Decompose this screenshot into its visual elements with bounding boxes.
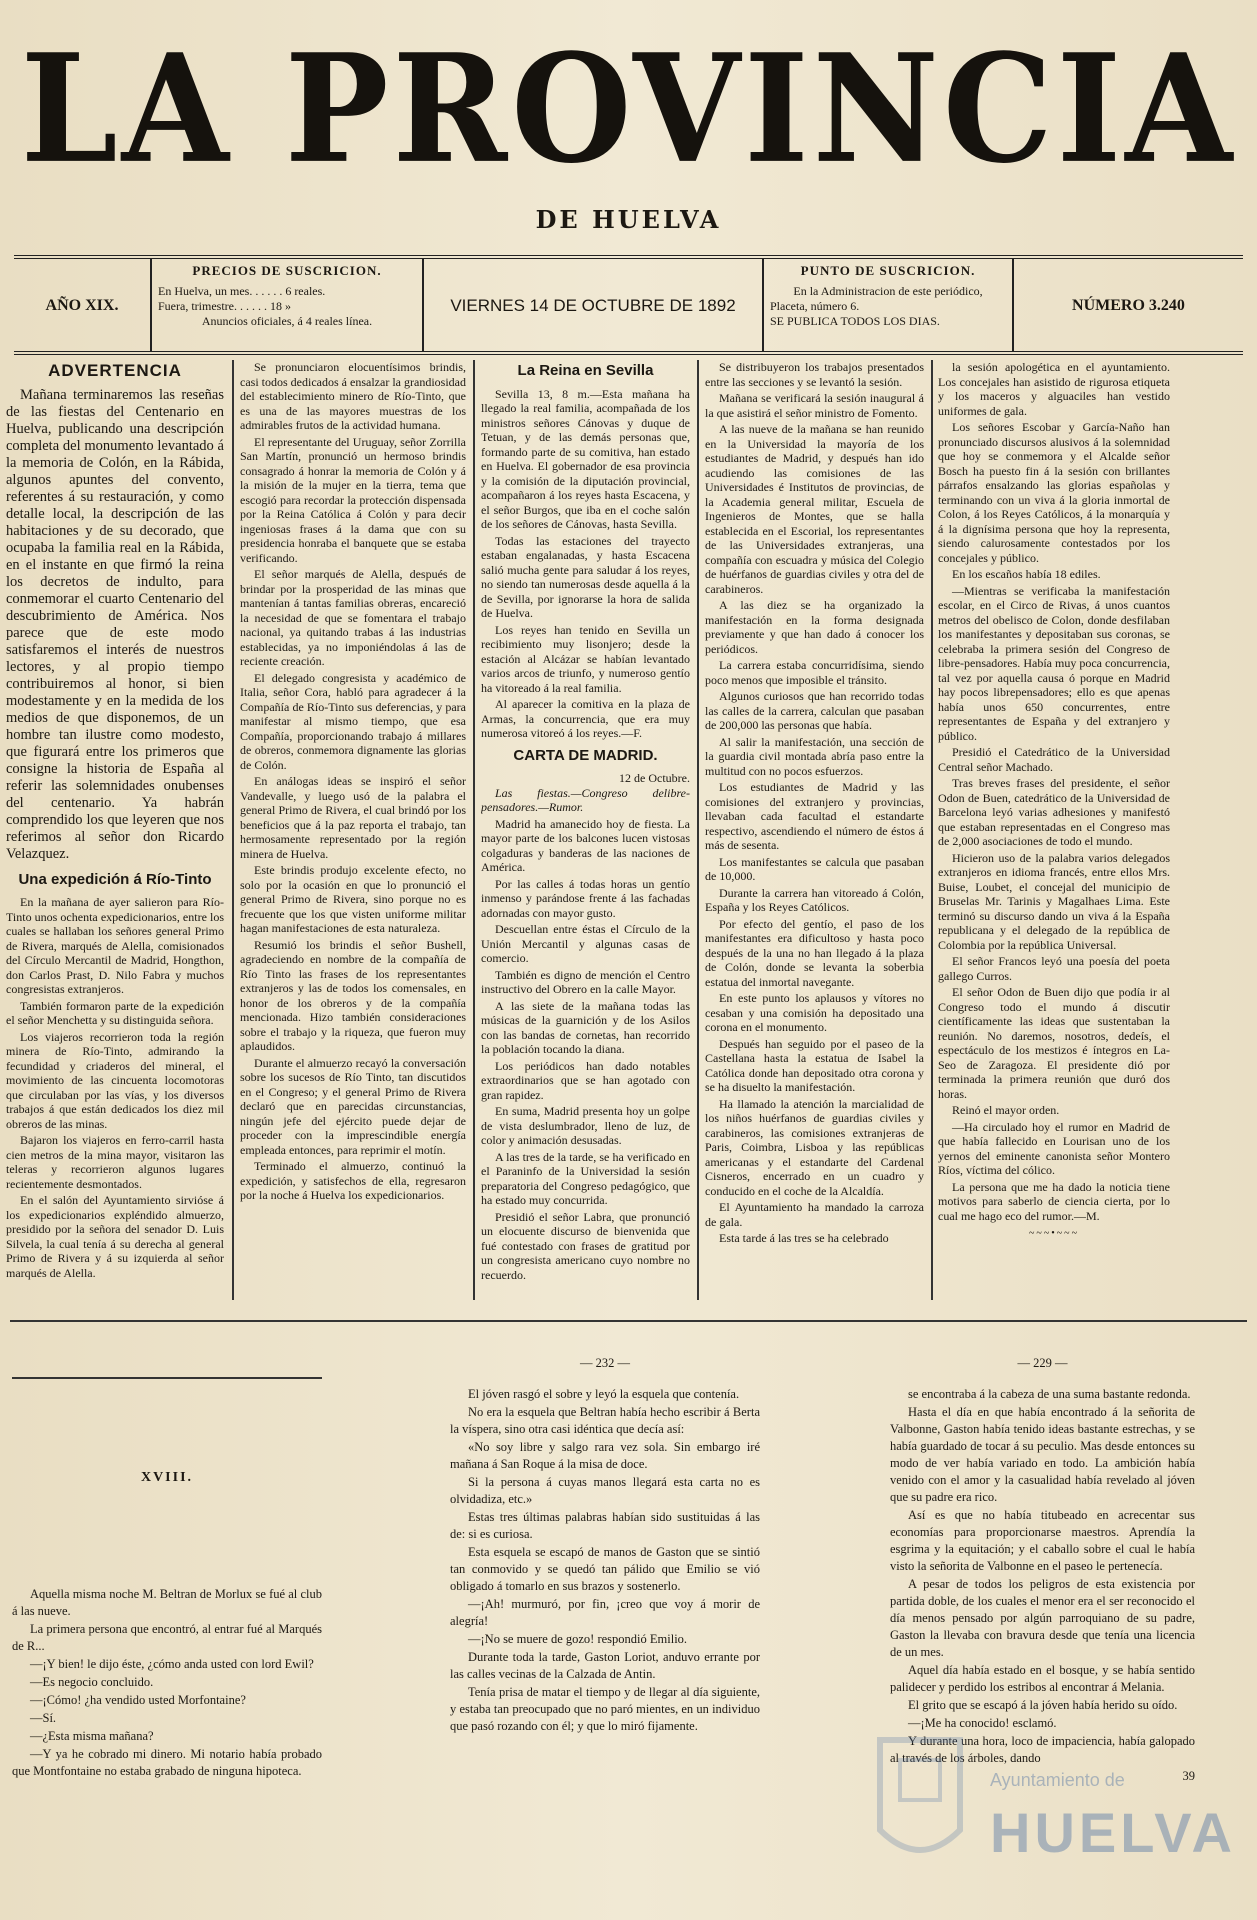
novel-paragraph: —¡Cómo! ¿ha vendido usted Morfontaine? — [30, 1693, 246, 1707]
rule-line — [12, 1377, 322, 1379]
article-paragraph: Reinó el mayor orden. — [952, 1103, 1060, 1117]
novel-paragraph: —¡Y bien! le dijo éste, ¿cómo anda usted con lord Ewil? — [30, 1657, 314, 1671]
article-paragraph: Los señores Escobar y García-Naño han pronunciado discursos alusivos á la solemnidad que hoy se conmemora y el Alcalde señor Bosch ha puesto fin á la sesión con brillantes párrafos ensalzando las glorias españolas y terminando con un viva á la gloria inmortal de Colon, á los Reyes Católicos, á la monarquía y á la dignísima persona que hoy la representa, siendo calurosamente contestados por los concejales y público. — [938, 420, 1170, 565]
price-line-3: Anuncios oficiales, á 4 reales línea. — [201, 314, 373, 328]
article-paragraph: Los estudiantes de Madrid y las comisiones del extranjero y provincias, llevaban cada facultad el estandarte respectivo, ascendiendo el número de éstos á más de sesenta. — [705, 780, 924, 852]
section-divider — [10, 1320, 1247, 1322]
column-5 — [938, 360, 1170, 1300]
ornament-divider: ~~~•~~~ — [1029, 1228, 1079, 1239]
novel-paragraph: Aquel día había estado en el bosque, y se había sentido palidecer y perdido los estribos al encontrar á Melania. — [890, 1663, 1195, 1694]
column-4 — [705, 360, 924, 1300]
advertencia-text: Mañana terminaremos las reseñas de las fiestas del Centenario en Huelva, publicando una descripción completa del monumento levantado á la memoria de Colón, en la Rábida, algunos apuntes del convento, referentes á su restauración, y como detalle local, la descripción de las habitaciones y de su decorado, que ocupaba la familia real en la Rábida, en el instante en que firmó la reina los decretos de indulto, para conmemorar el cuarto Centenario del descubrimiento de América. Nos parece que de este modo satisfaremos el interés de nuestros lectores, y al propio tiempo contribuiremos al honor, si bien modestamente y en la medida de los medios de que disponemos, de un hombre tan ilustre como modesto, que figurará entre los primeros que consigne la historia de España al referir las solemnidades onubenses del centenario. Ya habrán comprendido los que leyeren que nos referimos al señor don Ricardo Velazquez. — [6, 386, 224, 862]
article-paragraph: La carrera estaba concurridísima, siendo poco menos que imposible el tránsito. — [705, 658, 924, 687]
novel-paragraph: Durante toda la tarde, Gaston Loriot, anduvo errante por las calles vecinas de la Calzada de Antin. — [450, 1650, 760, 1681]
summary-line: Las fiestas.—Congreso delibre-pensadores.—Rumor. — [481, 785, 690, 814]
article-paragraph: Después han seguido por el paseo de la Castellana hasta la estatua de Isabel la Católica donde han depositado otra corona y se ha disuelto la manifestación. — [705, 1036, 924, 1094]
novel-paragraph: —¿Esta misma mañana? — [30, 1729, 154, 1743]
date-cell — [424, 259, 764, 351]
dateline: 12 de Octubre. — [619, 771, 690, 785]
article-paragraph: la sesión apologética en el ayuntamiento. Los concejales han asistido de rigurosa etiqueta y los maceros y alguaciles han vestido uniformes de gala. — [938, 360, 1170, 418]
article-paragraph: El señor Odon de Buen dijo que podía ir al Congreso todo el mundo á discutir científicamente las ideas que sustentaban la reunión. No daremos, nosotros, dedeís, el espectáculo de los mestizos é íntegros en La-Seo de Zaragoza. El presidente dió por terminada la primera reunión que duró dos horas. — [938, 985, 1170, 1101]
article-paragraph: Presidió el señor Labra, que pronunció un elocuente discurso de bienvenida que fué contestado con frases de gratitud por un congresista americano cuyo nombre no recuerdo. — [481, 1209, 690, 1282]
chapter-number: XVIII. — [140, 1470, 194, 1485]
page-number: — 232 — — [580, 1356, 630, 1370]
article-paragraph: Por las calles á todas horas un gentío inmenso y parándose frente á las fachadas adornadas con mayor gusto. — [481, 876, 690, 920]
article-paragraph: Resumió los brindis el señor Bushell, agradeciendo en nombre de la compañía de Río Tinto las frases de los representantes extranjeros y las de todos los comensales, en honor de los obreros y de la compañía mencionada. Hizo también consideraciones sobre el trabajo y la riqueza, que fueron muy aplaudidos. — [240, 937, 466, 1053]
article-paragraph: También es digno de mención el Centro instructivo del Obrero en la calle Mayor. — [481, 967, 690, 996]
article-paragraph: Los periódicos han dado notables extraordinarios que se han agotado con gran rapidez. — [481, 1058, 690, 1102]
prices-cell — [152, 259, 424, 351]
issue-number: NÚMERO 3.240 — [1072, 296, 1185, 314]
article-paragraph: Los reyes han tenido en Sevilla un recibimiento muy lisonjero; desde la estación al Alcázar se habían levantado varios arcos de triunfo, y numeroso gentío ha vitoreado á la real familia. — [481, 622, 690, 695]
novel-paragraph: A pesar de todos los peligros de esta existencia por partida doble, de los cuales el menor era el ser reconocido el día menos pensado por algún parroquiano de su padre, Gaston la llevaba con bravura desde que tenía una licencia de un mes. — [890, 1577, 1195, 1659]
news-columns — [0, 360, 1257, 1300]
article-paragraph: Madrid ha amanecido hoy de fiesta. La mayor parte de los balcones lucen vistosas colgaduras y banderas de las naciones de América. — [481, 816, 690, 874]
novel-paragraph: Hasta el día en que había encontrado á la señorita de Valbonne, Gaston había tenido ideas bastante estrechas, y se había guardado de tocar á su peculio. Mas desde entonces su modo de ver había variado en todo. La ambición había venido con el amor y la casualidad había revelado al jóven que su padre era rico. — [890, 1405, 1195, 1504]
point-line-1: En la Administracion de este periódico, — [793, 284, 983, 298]
page-number: — 229 — — [1017, 1356, 1068, 1370]
article-paragraph: Presidió el Catedrático de la Universidad Central señor Machado. — [938, 745, 1170, 774]
article-paragraph: —Mientras se verificaba la manifestación escolar, en el Circo de Rivas, á unos cuantos metros del obelisco de Colon, donde desfilaban los manifestantes y depositaban sus coronas, se celebraba la primera sesión del Congreso de libre-pensadores. Había muy poca concurrencia, tal vez por aquella causa ó porque en Madrid hay pocos librepensadores; ello es que apenas había unos 650 concurrentes, entre representantes de España y del extranjero y público. — [938, 583, 1170, 743]
article-paragraph: Todas las estaciones del trayecto estaban engalanadas, y hasta Escacena salió mucha gente para saludar á los reyes, no siendo tan numerosas desde aquella á la de Sevilla, por ignorarse la hora de salida de Huelva. — [481, 533, 690, 620]
article-paragraph: En suma, Madrid presenta hoy un golpe de vista deslumbrador, lleno de luz, de color y animación desusadas. — [481, 1104, 690, 1147]
novel-paragraph: No era la esquela que Beltran había hecho escribir á Berta la víspera, sino otra casi idéntica que decía así: — [450, 1405, 760, 1436]
article-paragraph: A las diez se ha organizado la manifestación en la forma designada previamente y que han dado á conocer los periódicos. — [705, 598, 924, 656]
column-2 — [240, 360, 466, 1300]
article-paragraph: —Ha circulado hoy el rumor en Madrid de que había fallecido en Lourisan uno de los yernos del eminente canonista señor Montero Ríos, víctima del cólico. — [938, 1119, 1170, 1177]
folletin-left — [12, 1355, 322, 1781]
year-cell — [14, 259, 152, 351]
novel-paragraph: Así es que no había titubeado en acrecentar sus economías para proporcionarse maestros. Aprendía la esgrima y la equitación; y el caballo sobre el cual le había visto la señorita de Valbonne en el paseo le pertenecía. — [890, 1508, 1195, 1573]
novel-paragraph: —Sí. — [30, 1711, 57, 1725]
article-paragraph: Terminado el almuerzo, continuó la expedición, y satisfechos de ella, regresaron por la noche á Huelva los expedicionarios. — [240, 1159, 466, 1202]
novel-paragraph: Y durante una hora, loco de impaciencia, había galopado al través de los árboles, dando — [890, 1734, 1195, 1765]
article-paragraph: Los viajeros recorrieron toda la región minera de Río-Tinto, admirando la fecundidad y criaderos del mineral, el movimiento de las cincuenta locomotoras que circulaban por las vías, y los diversos trabajos á que están dedicados los diez mil obreros de las minas. — [6, 1029, 224, 1131]
carta-heading: CARTA DE MADRID. — [513, 746, 658, 764]
novel-paragraph: Aquella misma noche M. Beltran de Morlux se fué al club á las nueve. — [12, 1587, 322, 1618]
article-paragraph: El señor marqués de Alella, después de brindar por la prosperidad de las minas que mantenían á tantas familias obreras, encareció la necesidad de que se fomentara el trabajo nacional, ya quitando trabas á las industrias establecidas, ya no imponiéndolas á las de reciente creación. — [240, 567, 466, 668]
number-cell — [1014, 259, 1243, 351]
article-paragraph: A las siete de la mañana todas las músicas de la guarnición y de los Asilos con las bandas de cornetas, han recorrido la población tocando la diana. — [481, 998, 690, 1056]
article-paragraph: Sevilla 13, 8 m.—Esta mañana ha llegado la real familia, acompañada de los ministros señores Cánovas y duque de Tetuan, y de las demás personas que, formando parte de su comitiva, han estado en Huelva. El gobernador de esa provincia y la comisión de la diputación provincial, acompañaron á los reyes hasta Escacena, y el señor Burgos, que iba en el coche salón de los señores de Cánovas, hasta Sevilla. — [481, 386, 690, 531]
folio-number: 39 — [1182, 1769, 1195, 1783]
novel-paragraph: Si la persona á cuyas manos llegará esta carta no es olvidadiza, etc.» — [450, 1475, 760, 1506]
article-paragraph: El representante del Uruguay, señor Zorrilla San Martín, pronunció un hermoso brindis consagrado á honrar la memoria de Colón y á la misión de la mujer en la tierra, tema que escogió para recordar la protección dispensada por la Reina Católica á Colón y para decir ingeniosas frases á la dama que con su presidencia honraba el banquete que se estaba verificando. — [240, 434, 466, 565]
novel-paragraph: Estas tres últimas palabras habían sido sustituidas á las de: si es curiosa. — [450, 1510, 760, 1541]
novel-paragraph: El jóven rasgó el sobre y leyó la esquela que contenía. — [468, 1387, 740, 1401]
article-paragraph: A las nueve de la mañana se han reunido en la Universidad la mayoría de los estudiantes de Madrid, y después han ido acudiendo las comisiones de las Universidades é Institutos de provincias, de la Academia general militar, Escuela de Ingenieros de Montes, que se halla establecida en el Escorial, los representantes de las Universidades extranjeras, una compañía con escuadra y música del Colegio de huérfanos de guardias civiles y otra del de carabineros. — [705, 422, 924, 596]
year-label: AÑO XIX. — [45, 296, 119, 314]
watermark-text: HUELVA — [990, 1801, 1236, 1864]
article-paragraph: El Ayuntamiento ha mandado la carroza de gala. — [705, 1200, 924, 1229]
article-paragraph: Tras breves frases del presidente, el señor Odon de Buen, catedrático de la Universidad de Barcelona leyó varias adhesiones y manifestó que estaban representadas en el Congreso mas de 2,000 asociaciones de todo el mundo. — [938, 776, 1170, 848]
article-paragraph: Mañana se verificará la sesión inaugural á la que asistirá el señor ministro de Fomento. — [705, 391, 924, 420]
article-paragraph: La persona que me ha dado la noticia tiene motivos para saberlo de ciencia cierta, por lo cual me hago eco del rumor.—M. — [938, 1179, 1170, 1223]
article-paragraph: En el salón del Ayuntamiento sirvióse á los expedicionarios expléndido almuerzo, presidido por la señora del senador D. Luis Silvela, la cual tenía á su derecha al general Primo de Rivera y á su izquierda al señor marqués de Alella. — [6, 1193, 224, 1280]
novel-paragraph: —¡No se muere de gozo! respondió Emilio. — [468, 1632, 688, 1646]
subscription-cell — [764, 259, 1014, 351]
article-paragraph: En análogas ideas se inspiró el señor Vandevalle, y luego usó de la palabra el general Primo de Rivera, el cual brindó por los beneficios que á la paz reporta el trabajo, tan hermosamente representado por la región minera de Huelva. — [240, 774, 466, 861]
price-line-1: En Huelva, un mes. . . . . . 6 reales. — [158, 284, 326, 298]
article-paragraph: En la mañana de ayer salieron para Río-Tinto unos ochenta expedicionarios, entre los cuales se hallaban los señores general Primo de Rivera, marqués de Alella, comisionados del Círculo Mercantil de Madrid, Hongthon, don Carlos Prast, D. Nilo Fabra y muchos congresistas extranjeros. — [6, 895, 224, 996]
novel-paragraph: La primera persona que encontró, al entrar fué al Marqués de R... — [12, 1622, 322, 1653]
column-3 — [481, 360, 690, 1300]
article-paragraph: Durante el almuerzo recayó la conversación sobre los sucesos de Río Tinto, tan discutidos en el Congreso; y el general Primo de Rivera declaró que en parecidas circunstancias, ningún jefe del ejército puede dejar de proceder con la imprescindible energía empleada entonces, para reprimir el motín. — [240, 1055, 466, 1157]
article-paragraph: El señor Francos leyó una poesía del poeta gallego Curros. — [938, 954, 1170, 983]
article-paragraph: Por efecto del gentío, el paso de los manifestantes era dificultoso y hasta poco después de la una no han llegado á la plaza de Colón, donde se levanta la soberbia estatua del inmortal navegante. — [705, 916, 924, 989]
point-line-3: SE PUBLICA TODOS LOS DIAS. — [770, 314, 940, 328]
novel-paragraph: —¡Me ha conocido! esclamó. — [908, 1716, 1057, 1730]
prices-title: PRECIOS DE SUSCRICION. — [192, 263, 382, 278]
article-paragraph: Hicieron uso de la palabra varios delegados extranjeros en idioma francés, entre ellos Mrs. Buise, Loubet, el concejal del municipio de Bruselas Mr. Tarinis y Magalhaes Lima. Este terminó su discurso dando un viva á la España republicana y el delegado de la república de Colombia por la república Universal. — [938, 850, 1170, 952]
article-paragraph: Descuellan entre éstas el Círculo de la Unión Mercantil y algunas casas de comercio. — [481, 922, 690, 965]
novel-paragraph: —Es negocio concluido. — [30, 1675, 154, 1689]
masthead-title: LA PROVINCIA — [20, 20, 1237, 197]
novel-paragraph: Tenía prisa de matar el tiempo y de llegar al día siguiente, y estaba tan preocupado que no paró mientes, en un individuo que pasó rozando con él; y que lo miró fijamente. — [450, 1685, 760, 1733]
novel-paragraph: Esta esquela se escapó de manos de Gaston que se sintió tan conmovido y se quedó tan pálido que Emilio se vió obligado á tomarlo en sus brazos y sostenerlo. — [450, 1545, 760, 1593]
folletin-middle — [450, 1355, 760, 1736]
advertencia-heading: ADVERTENCIA — [48, 361, 182, 380]
expedition-heading: Una expedición á Río-Tinto — [18, 870, 212, 888]
point-title: PUNTO DE SUSCRICION. — [800, 263, 976, 278]
article-paragraph: Este brindis produjo excelente efecto, no solo por la ocasión en que lo pronunció el general Primo de Rivera, sino porque no es frecuente que los que visten uniforme militar hagan manifestaciones de esta naturaleza. — [240, 863, 466, 935]
article-paragraph: Al aparecer la comitiva en la plaza de Armas, la concurrencia, que era muy numerosa vitoreó á los reyes.—F. — [481, 697, 690, 740]
article-paragraph: A las tres de la tarde, se ha verificado en el Paraninfo de la Universidad la sesión preparatoria del Congreso pedagógico, que ha estado muy concurrida. — [481, 1149, 690, 1207]
article-paragraph: Ha llamado la atención la marcialidad de los niños huérfanos de guardias civiles y carabineros, las comisiones extranjeras de Paris, Coimbra, Lisboa y las repúblicas americanas y el estandarte del Cardenal Cisneros, encerrado en un cuadro y conducido en el coche de la Alcaldía. — [705, 1096, 924, 1198]
masthead-subtitle: DE HUELVA — [535, 205, 722, 234]
article-paragraph: En los escaños había 18 ediles. — [952, 567, 1101, 581]
novel-paragraph: se encontraba á la cabeza de una suma bastante redonda. — [908, 1387, 1191, 1401]
article-paragraph: Al salir la manifestación, una sección de la guardia civil montada abría paso entre la multitud con no pocos esfuerzos. — [705, 734, 924, 778]
column-1 — [6, 360, 224, 1300]
article-paragraph: Se distribuyeron los trabajos presentados entre las secciones y se levantó la sesión. — [705, 360, 924, 389]
novel-paragraph: —¡Ah! murmuró, por fin, ¡creo que voy á morir de alegría! — [450, 1597, 760, 1628]
issue-date: VIERNES 14 DE OCTUBRE DE 1892 — [450, 295, 736, 315]
watermark-caption: Ayuntamiento de — [990, 1770, 1125, 1790]
article-paragraph: Durante la carrera han vitoreado á Colón, España y los Reyes Católicos. — [705, 885, 924, 914]
article-paragraph: También formaron parte de la expedición el señor Menchetta y su distinguida señora. — [6, 998, 224, 1027]
novel-paragraph: —Y ya he cobrado mi dinero. Mi notario había probado que Montfontaine no estaba grabado de ninguna hipoteca. — [12, 1747, 322, 1778]
article-paragraph: En este punto los aplausos y vítores no cesaban y una comisión ha depositado una corona en el monumento. — [705, 991, 924, 1034]
novel-paragraph: «No soy libre y salgo rara vez sola. Sin embargo iré mañana á San Roque á la misa de doce. — [450, 1440, 760, 1471]
novel-paragraph: El grito que se escapó á la jóven había herido su oído. — [908, 1698, 1178, 1712]
info-bar — [14, 255, 1243, 355]
article-paragraph: Algunos curiosos que han recorrido todas las calles de la carrera, calculan que pasaban de 200,000 las personas que había. — [705, 689, 924, 732]
article-paragraph: Bajaron los viajeros en ferro-carril hasta cien metros de la mina mayor, visitaron las teleras y recorrieron algunos lugares recientemente desmontados. — [6, 1133, 224, 1191]
article-paragraph: Se pronunciaron elocuentísimos brindis, casi todos dedicados á ensalzar la grandiosidad del establecimiento minero de Río-Tinto, que es una de las mayores muestras de los admirables frutos de la actividad humana. — [240, 360, 466, 432]
point-line-2: Placeta, número 6. — [770, 299, 860, 313]
article-paragraph: Los manifestantes se calcula que pasaban de 10,000. — [705, 854, 924, 883]
price-line-2: Fuera, trimestre. . . . . . 18 » — [158, 299, 291, 313]
article-paragraph: Esta tarde á las tres se ha celebrado — [719, 1231, 889, 1245]
article-paragraph: El delegado congresista y académico de Italia, señor Cora, habló para agradecer á la Compañía de Río-Tinto sus deferencias, y para manifestar al mismo tiempo, que esa Compañía, proporcionando trabajo á millares de obreros, conmemora dignamente las glorias de Colón. — [240, 670, 466, 772]
reina-heading: La Reina en Sevilla — [517, 362, 654, 379]
